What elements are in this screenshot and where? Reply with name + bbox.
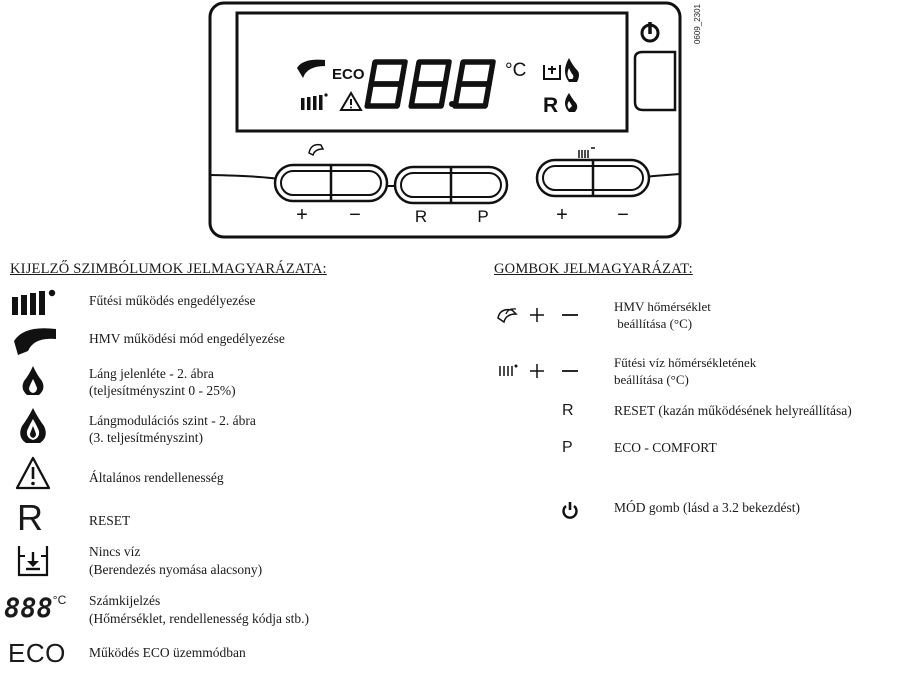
no-water-icon [16,544,50,578]
eco-comfort-button-label: P [477,207,489,226]
eco-comfort-button-icon: P [562,439,573,456]
legend-item-warning-line-1: Általános rendellenesség [89,470,224,485]
reset-button-icon: R [562,402,574,419]
control-panel-illustration [205,0,685,240]
reset-button-label: R [414,207,428,226]
heating-plus-minus-icon [496,360,586,382]
heat-minus-label: − [617,204,629,226]
button-item-dhw-line-1: HMV hőmérséklet [614,299,711,314]
flame-small-icon [21,365,45,397]
legend-item-digits-line-2: (Hőmérséklet, rendellenesség kódja stb.) [89,611,310,626]
figure-code: 0609_2301 [693,4,702,45]
reset-eco-button-group[interactable] [395,167,507,203]
legend-item-reset-line-1: RESET [89,513,131,528]
legend-heading: KIJELZŐ SZIMBÓLUMOK JELMAGYARÁZATA: [10,261,327,277]
mode-power-icon [562,501,578,519]
legend-item-nowater-line-1: Nincs víz [89,544,141,559]
digit-icon-unit: °C [52,593,67,607]
buttons-heading: GOMBOK JELMAGYARÁZAT: [494,261,693,277]
legend-item-modulation-line-2: (3. teljesítményszint) [89,430,203,445]
dhw-tap-icon [14,327,58,355]
warning-triangle-icon [15,456,51,490]
eco-icon: ECO [8,638,66,668]
heat-plus-label: + [556,204,568,226]
legend-item-flame-line-1: Láng jelenléte - 2. ábra [89,366,214,381]
dhw-minus-label: − [349,204,361,226]
dhw-plus-minus-icon [496,304,586,326]
button-item-eco-line-1: ECO - COMFORT [614,440,717,455]
button-item-heating-line-1: Fűtési víz hőmérsékletének [614,355,757,370]
display-reset-letter: R [543,94,559,117]
digit-icon-digits: 888 [4,593,53,624]
button-item-reset-line-1: RESET (kazán működésének helyreállítása) [614,403,852,418]
display-unit: °C [505,60,527,81]
button-item-mode-line-1: MÓD gomb (lásd a 3.2 bekezdést) [614,500,800,515]
heating-radiator-icon [12,289,64,315]
legend-item-eco-line-1: Működés ECO üzemmódban [89,645,246,660]
legend-item-digits-line-1: Számkijelzés [89,593,161,608]
flame-modulation-icon [19,407,47,445]
legend-item-heating-line-1: Fűtési működés engedélyezése [89,293,256,308]
legend-item-nowater-line-2: (Berendezés nyomása alacsony) [89,562,263,577]
dhw-plus-label: + [296,204,308,226]
display-eco-label: ECO [332,66,365,83]
legend-item-dhw-line-1: HMV működési mód engedélyezése [89,331,285,346]
legend-item-modulation-line-1: Lángmodulációs szint - 2. ábra [89,413,256,428]
legend-item-flame-line-2: (teljesítményszint 0 - 25%) [89,383,236,398]
digit-display-icon [4,593,66,624]
button-item-dhw-line-2: beállítása (°C) [614,316,693,331]
reset-r-icon: R [17,497,43,538]
button-item-heating-line-2: beállítása (°C) [614,372,689,387]
